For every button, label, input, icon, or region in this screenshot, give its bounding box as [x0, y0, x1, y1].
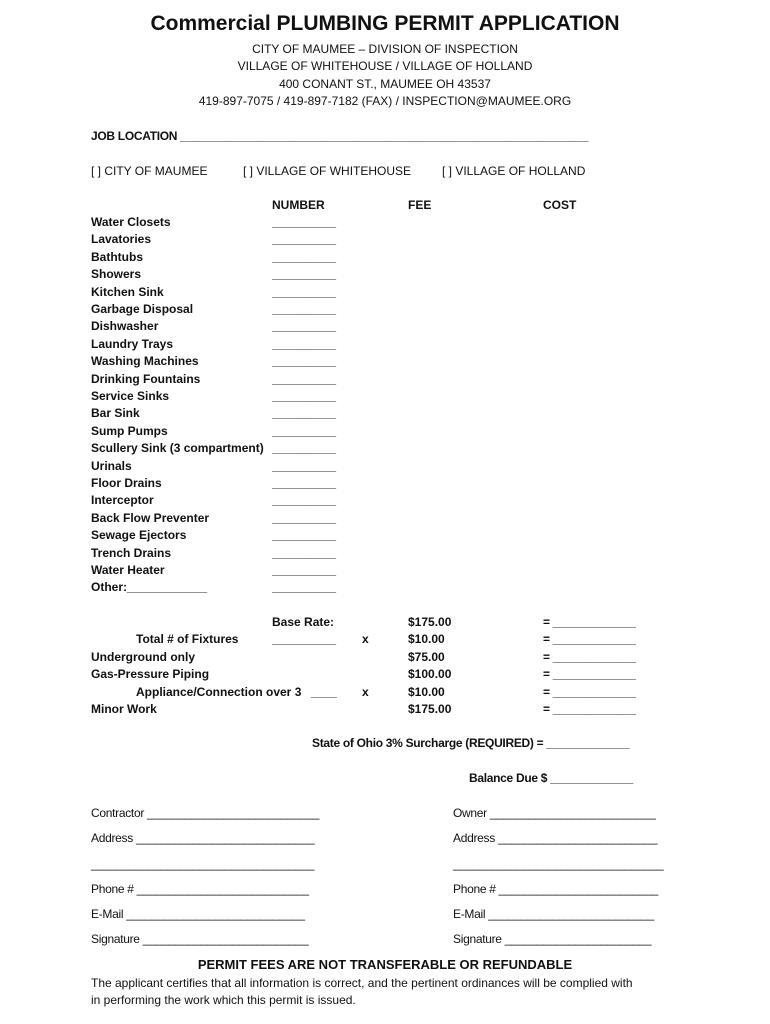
- fixture-label: Interceptor: [91, 493, 154, 507]
- fixture-number-field[interactable]: __________: [272, 267, 336, 281]
- job-location-field[interactable]: JOB LOCATION ________________________________________________________________: [91, 129, 589, 143]
- checkbox-city-of-maumee[interactable]: [ ] CITY OF MAUMEE: [91, 164, 208, 178]
- gas-piping-label: Gas-Pressure Piping: [91, 667, 210, 681]
- checkbox-village-of-holland[interactable]: [ ] VILLAGE OF HOLLAND: [442, 164, 586, 178]
- base-rate-label: Base Rate:: [272, 615, 335, 629]
- fixture-number-field[interactable]: __________: [272, 319, 336, 333]
- fixture-label: Sewage Ejectors: [91, 528, 187, 542]
- fee-amount: $10.00: [408, 685, 445, 699]
- cost-field[interactable]: = _____________: [543, 615, 636, 629]
- owner-address-line2-field[interactable]: _________________________________: [453, 857, 664, 871]
- fixture-number-field[interactable]: __________: [272, 354, 336, 368]
- multiply-sign: x: [362, 685, 369, 699]
- header-line-villages: VILLAGE OF WHITEHOUSE / VILLAGE OF HOLLAND: [237, 59, 533, 73]
- fixture-label: Water Heater: [91, 563, 165, 577]
- column-header-fee: FEE: [408, 198, 432, 212]
- fixture-number-field[interactable]: __________: [272, 563, 336, 577]
- fixture-number-field[interactable]: __________: [272, 250, 336, 264]
- form-title: Commercial PLUMBING PERMIT APPLICATION: [150, 12, 620, 35]
- balance-due-line[interactable]: Balance Due $ _____________: [469, 771, 634, 785]
- fixture-number-field[interactable]: __________: [272, 441, 336, 455]
- fixture-label: Drinking Fountains: [91, 372, 201, 386]
- cost-field[interactable]: = _____________: [543, 632, 636, 646]
- fixture-number-field[interactable]: __________: [272, 528, 336, 542]
- fixture-number-field[interactable]: __________: [272, 389, 336, 403]
- multiply-sign: x: [362, 632, 369, 646]
- fixture-label: Water Closets: [91, 215, 171, 229]
- fixture-label: Garbage Disposal: [91, 302, 194, 316]
- header-line-dept: CITY OF MAUMEE – DIVISION OF INSPECTION: [252, 42, 518, 56]
- cost-field[interactable]: = _____________: [543, 667, 636, 681]
- fixture-label: Showers: [91, 267, 142, 281]
- certification-line-1: The applicant certifies that all information is correct, and the pertinent ordinances will be complied with: [91, 976, 633, 990]
- appliance-connection-label: Appliance/Connection over 3: [136, 685, 302, 699]
- fee-amount: $175.00: [408, 702, 452, 716]
- header-line-address: 400 CONANT ST., MAUMEE OH 43537: [279, 77, 491, 91]
- total-fixtures-field[interactable]: __________: [272, 632, 336, 646]
- fee-amount: $10.00: [408, 632, 445, 646]
- checkbox-village-of-whitehouse[interactable]: [ ] VILLAGE OF WHITEHOUSE: [243, 164, 412, 178]
- fixture-label: Bathtubs: [91, 250, 143, 264]
- cost-field[interactable]: = _____________: [543, 650, 636, 664]
- fixture-number-field[interactable]: __________: [272, 215, 336, 229]
- cost-field[interactable]: = _____________: [543, 702, 636, 716]
- surcharge-line[interactable]: State of Ohio 3% Surcharge (REQUIRED) = _____________: [312, 736, 630, 750]
- fixture-label: Laundry Trays: [91, 337, 174, 351]
- fixture-number-field[interactable]: __________: [272, 424, 336, 438]
- fixture-number-field[interactable]: __________: [272, 372, 336, 386]
- fee-amount: $175.00: [408, 615, 452, 629]
- owner-address-field[interactable]: Address _________________________: [453, 831, 658, 845]
- fixture-number-field[interactable]: __________: [272, 580, 336, 594]
- owner-email-field[interactable]: E-Mail __________________________: [453, 907, 654, 921]
- contractor-phone-field[interactable]: Phone # ___________________________: [91, 882, 309, 896]
- non-refundable-notice: PERMIT FEES ARE NOT TRANSFERABLE OR REFUNDABLE: [197, 957, 573, 972]
- column-header-number: NUMBER: [272, 198, 325, 212]
- fixture-number-field[interactable]: __________: [272, 285, 336, 299]
- fixture-number-field[interactable]: __________: [272, 406, 336, 420]
- fixture-number-field[interactable]: __________: [272, 459, 336, 473]
- column-header-cost: COST: [543, 198, 577, 212]
- fixture-label: Lavatories: [91, 232, 152, 246]
- fixture-label: Washing Machines: [91, 354, 199, 368]
- fixture-label: Floor Drains: [91, 476, 162, 490]
- owner-signature-field[interactable]: Signature _______________________: [453, 932, 652, 946]
- cost-field[interactable]: = _____________: [543, 685, 636, 699]
- fixture-label: Other:____________: [91, 580, 208, 594]
- fixture-label: Dishwasher: [91, 319, 159, 333]
- underground-label: Underground only: [91, 650, 195, 664]
- owner-phone-field[interactable]: Phone # _________________________: [453, 882, 658, 896]
- owner-name-field[interactable]: Owner __________________________: [453, 806, 656, 820]
- minor-work-label: Minor Work: [91, 702, 157, 716]
- fixture-number-field[interactable]: __________: [272, 511, 336, 525]
- fixture-label: Back Flow Preventer: [91, 511, 210, 525]
- total-fixtures-label: Total # of Fixtures: [136, 632, 239, 646]
- header-line-contact: 419-897-7075 / 419-897-7182 (FAX) / INSPECTION@MAUMEE.ORG: [198, 94, 572, 108]
- fixture-number-field[interactable]: __________: [272, 476, 336, 490]
- fixture-label: Trench Drains: [91, 546, 172, 560]
- fee-amount: $75.00: [408, 650, 445, 664]
- fixture-label: Bar Sink: [91, 406, 140, 420]
- contractor-address-field[interactable]: Address ____________________________: [91, 831, 315, 845]
- fixture-label: Service Sinks: [91, 389, 170, 403]
- fixture-number-field[interactable]: __________: [272, 546, 336, 560]
- fee-amount: $100.00: [408, 667, 452, 681]
- fixture-number-field[interactable]: __________: [272, 337, 336, 351]
- contractor-email-field[interactable]: E-Mail ____________________________: [91, 907, 305, 921]
- contractor-signature-field[interactable]: Signature __________________________: [91, 932, 309, 946]
- fixture-label: Urinals: [91, 459, 132, 473]
- contractor-address-line2-field[interactable]: ___________________________________: [91, 857, 315, 871]
- fixture-label: Scullery Sink (3 compartment): [91, 441, 264, 455]
- appliance-count-field[interactable]: ____: [311, 685, 337, 699]
- certification-line-2: in performing the work which this permit is issued.: [91, 993, 356, 1007]
- fixture-number-field[interactable]: __________: [272, 232, 336, 246]
- fixture-label: Kitchen Sink: [91, 285, 164, 299]
- contractor-name-field[interactable]: Contractor ___________________________: [91, 806, 320, 820]
- fixture-number-field[interactable]: __________: [272, 493, 336, 507]
- fixture-label: Sump Pumps: [91, 424, 168, 438]
- fixture-number-field[interactable]: __________: [272, 302, 336, 316]
